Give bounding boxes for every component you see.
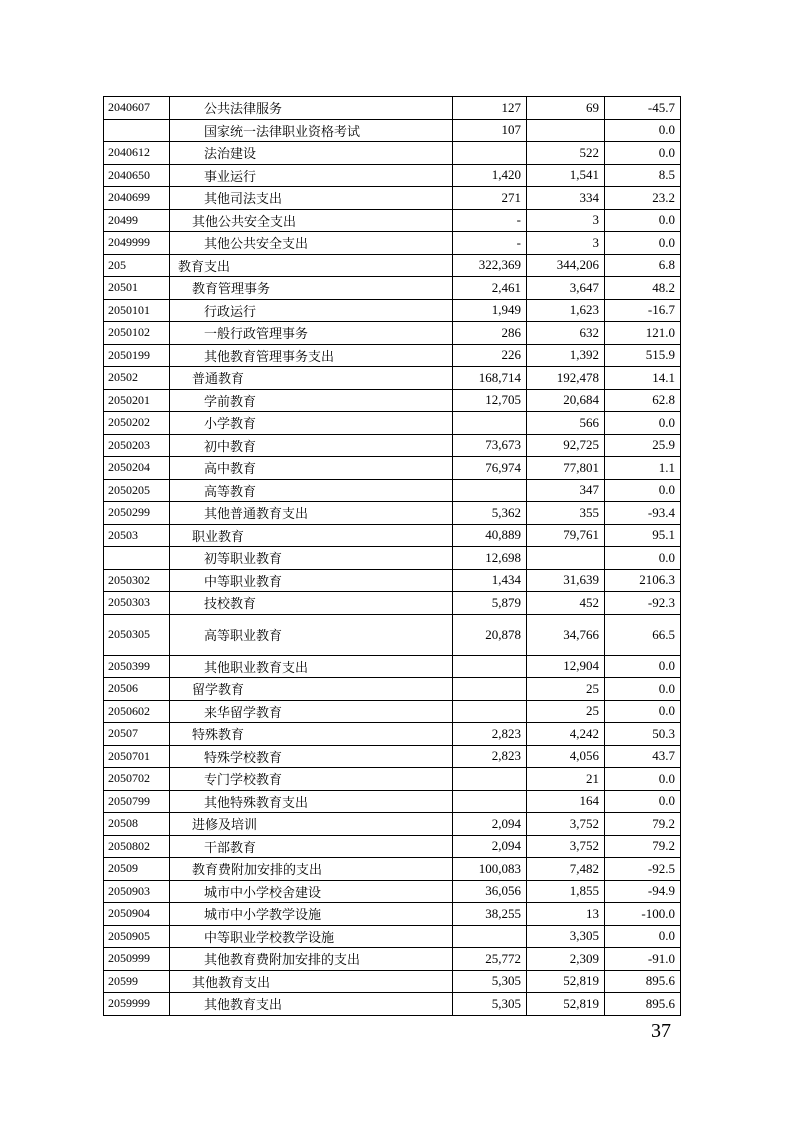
value-2021-cell [453,768,527,791]
name-cell: 城市中小学校舍建设 [170,880,453,903]
table-row [104,858,681,881]
value-2022-cell: 347 [527,479,605,502]
name-cell: 一般行政管理事务 [170,322,453,345]
table-row [104,254,681,277]
growth-rate-cell: 95.1 [605,524,681,547]
value-2022-cell: 34,766 [527,614,605,655]
code-cell [104,547,170,570]
table-row [104,790,681,813]
name-cell: 小学教育 [170,412,453,435]
value-2021-cell: 2,823 [453,745,527,768]
value-2021-cell: 73,673 [453,434,527,457]
name-cell: 其他教育支出 [170,993,453,1016]
code-cell: 2050303 [104,592,170,615]
table-row [104,948,681,971]
table-row [104,97,681,120]
name-cell: 公共法律服务 [170,97,453,120]
growth-rate-cell: 0.0 [605,925,681,948]
name-cell: 高中教育 [170,457,453,480]
table-row [104,678,681,701]
code-cell: 2050702 [104,768,170,791]
value-2021-cell: 12,705 [453,389,527,412]
table-row [104,277,681,300]
value-2022-cell: 164 [527,790,605,813]
table-row [104,232,681,255]
table-row [104,723,681,746]
value-2022-cell: 21 [527,768,605,791]
code-cell: 2050305 [104,614,170,655]
code-cell: 2050399 [104,655,170,678]
growth-rate-cell: 895.6 [605,993,681,1016]
table-row [104,412,681,435]
table-row [104,970,681,993]
growth-rate-cell: 895.6 [605,970,681,993]
growth-rate-cell: 0.0 [605,209,681,232]
growth-rate-cell: 8.5 [605,164,681,187]
value-2021-cell: 271 [453,187,527,210]
value-2022-cell: 344,206 [527,254,605,277]
growth-rate-cell: 0.0 [605,142,681,165]
code-cell: 20499 [104,209,170,232]
growth-rate-cell: 0.0 [605,700,681,723]
code-cell: 2050204 [104,457,170,480]
value-2022-cell: 52,819 [527,970,605,993]
table-row [104,119,681,142]
value-2022-cell: 1,855 [527,880,605,903]
table-row [104,322,681,345]
growth-rate-cell: 14.1 [605,367,681,390]
growth-rate-cell: 79.2 [605,813,681,836]
value-2021-cell: 36,056 [453,880,527,903]
value-2021-cell [453,678,527,701]
code-cell: 2050199 [104,344,170,367]
table-row [104,745,681,768]
value-2022-cell: 355 [527,502,605,525]
growth-rate-cell: -93.4 [605,502,681,525]
value-2022-cell [527,119,605,142]
value-2022-cell: 632 [527,322,605,345]
growth-rate-cell: 0.0 [605,412,681,435]
name-cell: 中等职业教育 [170,569,453,592]
name-cell: 初中教育 [170,434,453,457]
value-2021-cell [453,412,527,435]
code-cell: 2040650 [104,164,170,187]
table-row [104,434,681,457]
value-2021-cell: 168,714 [453,367,527,390]
code-cell: 20507 [104,723,170,746]
table-row [104,768,681,791]
value-2021-cell [453,142,527,165]
growth-rate-cell: -91.0 [605,948,681,971]
value-2022-cell: 4,056 [527,745,605,768]
growth-rate-cell: 79.2 [605,835,681,858]
growth-rate-cell: -92.3 [605,592,681,615]
growth-rate-cell: 515.9 [605,344,681,367]
value-2021-cell: - [453,232,527,255]
value-2022-cell: 3,647 [527,277,605,300]
growth-rate-cell: 2106.3 [605,569,681,592]
growth-rate-cell: 0.0 [605,678,681,701]
value-2022-cell: 1,541 [527,164,605,187]
value-2021-cell: 286 [453,322,527,345]
code-cell: 20503 [104,524,170,547]
name-cell: 其他公共安全支出 [170,209,453,232]
value-2022-cell: 25 [527,700,605,723]
name-cell: 高等教育 [170,479,453,502]
table-row [104,903,681,926]
code-cell: 2050302 [104,569,170,592]
table-row [104,524,681,547]
code-cell: 2050102 [104,322,170,345]
growth-rate-cell: 6.8 [605,254,681,277]
value-2021-cell: 5,305 [453,970,527,993]
table-row [104,299,681,322]
code-cell: 20508 [104,813,170,836]
name-cell: 来华留学教育 [170,700,453,723]
name-cell: 事业运行 [170,164,453,187]
name-cell: 其他公共安全支出 [170,232,453,255]
name-cell: 干部教育 [170,835,453,858]
name-cell: 其他司法支出 [170,187,453,210]
value-2022-cell: 192,478 [527,367,605,390]
value-2021-cell: 2,094 [453,813,527,836]
name-cell: 其他教育管理事务支出 [170,344,453,367]
code-cell: 2050802 [104,835,170,858]
value-2022-cell: 69 [527,97,605,120]
table-row [104,164,681,187]
code-cell: 20506 [104,678,170,701]
value-2022-cell: 12,904 [527,655,605,678]
name-cell: 其他教育费附加安排的支出 [170,948,453,971]
value-2021-cell: 1,420 [453,164,527,187]
name-cell: 国家统一法律职业资格考试 [170,119,453,142]
growth-rate-cell: 25.9 [605,434,681,457]
budget-table [103,96,681,1016]
growth-rate-cell: 0.0 [605,655,681,678]
value-2021-cell: 40,889 [453,524,527,547]
name-cell: 其他特殊教育支出 [170,790,453,813]
name-cell: 专门学校教育 [170,768,453,791]
name-cell: 特殊学校教育 [170,745,453,768]
name-cell: 城市中小学教学设施 [170,903,453,926]
name-cell: 教育费附加安排的支出 [170,858,453,881]
value-2021-cell: 1,949 [453,299,527,322]
code-cell: 2050602 [104,700,170,723]
value-2022-cell: 25 [527,678,605,701]
growth-rate-cell: -100.0 [605,903,681,926]
value-2021-cell: 20,878 [453,614,527,655]
code-cell: 2050799 [104,790,170,813]
value-2021-cell: 5,305 [453,993,527,1016]
value-2021-cell [453,790,527,813]
code-cell: 2050202 [104,412,170,435]
table-row [104,592,681,615]
value-2022-cell: 31,639 [527,569,605,592]
value-2022-cell: 452 [527,592,605,615]
name-cell: 技校教育 [170,592,453,615]
code-cell: 2050999 [104,948,170,971]
table-row [104,569,681,592]
value-2022-cell: 2,309 [527,948,605,971]
value-2022-cell: 52,819 [527,993,605,1016]
code-cell: 2050101 [104,299,170,322]
table-row [104,614,681,655]
table-row [104,502,681,525]
name-cell: 普通教育 [170,367,453,390]
growth-rate-cell: 66.5 [605,614,681,655]
value-2021-cell: 12,698 [453,547,527,570]
name-cell: 初等职业教育 [170,547,453,570]
code-cell: 2050903 [104,880,170,903]
value-2021-cell: 107 [453,119,527,142]
table-row [104,187,681,210]
value-2021-cell: 2,461 [453,277,527,300]
growth-rate-cell: -94.9 [605,880,681,903]
code-cell: 2050205 [104,479,170,502]
table-row [104,479,681,502]
value-2022-cell: 20,684 [527,389,605,412]
growth-rate-cell: -45.7 [605,97,681,120]
value-2022-cell: 77,801 [527,457,605,480]
name-cell: 教育管理事务 [170,277,453,300]
name-cell: 其他职业教育支出 [170,655,453,678]
value-2021-cell: 322,369 [453,254,527,277]
name-cell: 中等职业学校教学设施 [170,925,453,948]
growth-rate-cell: 0.0 [605,790,681,813]
value-2021-cell [453,925,527,948]
growth-rate-cell: 0.0 [605,547,681,570]
value-2021-cell: 5,879 [453,592,527,615]
value-2022-cell: 1,623 [527,299,605,322]
value-2021-cell: 2,094 [453,835,527,858]
value-2022-cell: 7,482 [527,858,605,881]
code-cell: 2050701 [104,745,170,768]
value-2021-cell: 1,434 [453,569,527,592]
name-cell: 特殊教育 [170,723,453,746]
table-row [104,389,681,412]
code-cell: 2040699 [104,187,170,210]
value-2021-cell: 226 [453,344,527,367]
value-2021-cell: 5,362 [453,502,527,525]
table-row [104,367,681,390]
code-cell: 2040612 [104,142,170,165]
value-2022-cell [527,547,605,570]
growth-rate-cell: 0.0 [605,479,681,502]
table-row [104,655,681,678]
code-cell [104,119,170,142]
value-2022-cell: 3,305 [527,925,605,948]
table-row [104,880,681,903]
value-2022-cell: 566 [527,412,605,435]
value-2021-cell: 2,823 [453,723,527,746]
growth-rate-cell: 43.7 [605,745,681,768]
code-cell: 20599 [104,970,170,993]
name-cell: 教育支出 [170,254,453,277]
value-2022-cell: 522 [527,142,605,165]
value-2021-cell: 76,974 [453,457,527,480]
value-2021-cell: 127 [453,97,527,120]
budget-table-body [104,97,681,1016]
code-cell: 20501 [104,277,170,300]
code-cell: 2040607 [104,97,170,120]
code-cell: 2050904 [104,903,170,926]
value-2021-cell [453,479,527,502]
value-2021-cell: 38,255 [453,903,527,926]
name-cell: 学前教育 [170,389,453,412]
growth-rate-cell: 50.3 [605,723,681,746]
value-2022-cell: 92,725 [527,434,605,457]
table-row [104,835,681,858]
name-cell: 进修及培训 [170,813,453,836]
name-cell: 法治建设 [170,142,453,165]
code-cell: 20509 [104,858,170,881]
value-2022-cell: 334 [527,187,605,210]
name-cell: 留学教育 [170,678,453,701]
name-cell: 其他教育支出 [170,970,453,993]
code-cell: 20502 [104,367,170,390]
table-row [104,700,681,723]
value-2021-cell [453,700,527,723]
page-number: 37 [651,1020,671,1042]
code-cell: 2050201 [104,389,170,412]
code-cell: 2050299 [104,502,170,525]
value-2021-cell: 100,083 [453,858,527,881]
value-2022-cell: 3 [527,232,605,255]
value-2021-cell [453,655,527,678]
table-row [104,209,681,232]
code-cell: 2049999 [104,232,170,255]
name-cell: 行政运行 [170,299,453,322]
growth-rate-cell: 0.0 [605,119,681,142]
code-cell: 2050905 [104,925,170,948]
value-2021-cell: 25,772 [453,948,527,971]
value-2022-cell: 1,392 [527,344,605,367]
growth-rate-cell: 1.1 [605,457,681,480]
growth-rate-cell: -92.5 [605,858,681,881]
growth-rate-cell: -16.7 [605,299,681,322]
table-row [104,547,681,570]
growth-rate-cell: 0.0 [605,768,681,791]
value-2022-cell: 3,752 [527,813,605,836]
table-row [104,344,681,367]
value-2022-cell: 3,752 [527,835,605,858]
growth-rate-cell: 62.8 [605,389,681,412]
growth-rate-cell: 121.0 [605,322,681,345]
value-2022-cell: 4,242 [527,723,605,746]
code-cell: 205 [104,254,170,277]
name-cell: 其他普通教育支出 [170,502,453,525]
name-cell: 高等职业教育 [170,614,453,655]
name-cell: 职业教育 [170,524,453,547]
value-2022-cell: 13 [527,903,605,926]
value-2022-cell: 79,761 [527,524,605,547]
table-row [104,142,681,165]
code-cell: 2059999 [104,993,170,1016]
value-2021-cell: - [453,209,527,232]
table-row [104,813,681,836]
value-2022-cell: 3 [527,209,605,232]
growth-rate-cell: 23.2 [605,187,681,210]
table-row [104,993,681,1016]
code-cell: 2050203 [104,434,170,457]
table-row [104,925,681,948]
growth-rate-cell: 48.2 [605,277,681,300]
growth-rate-cell: 0.0 [605,232,681,255]
table-row [104,457,681,480]
